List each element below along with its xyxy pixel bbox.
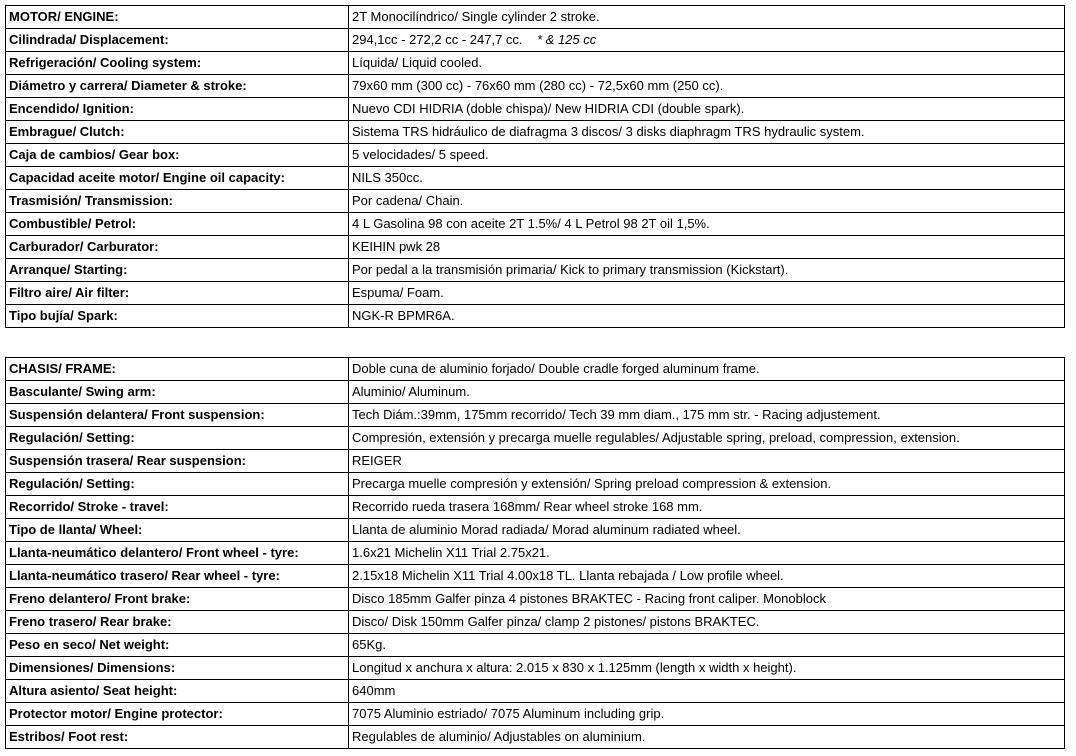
frame-spec-value xyxy=(349,381,1065,404)
engine-spec-value xyxy=(349,75,1065,98)
frame-spec-value xyxy=(349,473,1065,496)
engine-spec-value xyxy=(349,29,1065,52)
frame-spec-value-text: Longitud x anchura x altura: 2.015 x 830 x 1.125mm (length x width x height). xyxy=(352,660,797,675)
frame-spec-value-text: 2.15x18 Michelin X11 Trial 4.00x18 TL. Llanta rebajada / Low profile wheel. xyxy=(352,568,784,583)
engine-spec-value-text: Por cadena/ Chain. xyxy=(352,193,464,208)
frame-spec-row xyxy=(6,726,1065,749)
engine-spec-row xyxy=(6,121,1065,144)
frame-spec-label: Freno delantero/ Front brake: xyxy=(6,588,349,611)
engine-spec-value xyxy=(349,305,1065,328)
engine-spec-value-text: Por pedal a la transmisión primaria/ Kick to primary transmission (Kickstart). xyxy=(352,262,789,277)
engine-spec-row xyxy=(6,144,1065,167)
engine-spec-row xyxy=(6,6,1065,29)
frame-spec-value xyxy=(349,657,1065,680)
engine-spec-value xyxy=(349,213,1065,236)
frame-spec-value xyxy=(349,496,1065,519)
frame-spec-value-text: Regulables de aluminio/ Adjustables on aluminium. xyxy=(352,729,646,744)
engine-spec-value xyxy=(349,52,1065,75)
engine-spec-label: Trasmisión/ Transmission: xyxy=(6,190,349,213)
engine-spec-label: Refrigeración/ Cooling system: xyxy=(6,52,349,75)
frame-spec-value xyxy=(349,680,1065,703)
frame-spec-row xyxy=(6,634,1065,657)
engine-spec-row xyxy=(6,29,1065,52)
frame-spec-value xyxy=(349,611,1065,634)
engine-spec-row xyxy=(6,213,1065,236)
engine-spec-value-text: Espuma/ Foam. xyxy=(352,285,444,300)
frame-spec-value-text: Disco/ Disk 150mm Galfer pinza/ clamp 2 pistones/ pistons BRAKTEC. xyxy=(352,614,760,629)
frame-spec-value-text: Compresión, extensión y precarga muelle regulables/ Adjustable spring, preload, compression, extension. xyxy=(352,430,960,445)
frame-spec-value-text: 65Kg. xyxy=(352,637,386,652)
frame-spec-row xyxy=(6,519,1065,542)
engine-spec-row xyxy=(6,282,1065,305)
frame-spec-label: Regulación/ Setting: xyxy=(6,473,349,496)
engine-spec-label: Capacidad aceite motor/ Engine oil capacity: xyxy=(6,167,349,190)
engine-spec-value-text: NILS 350cc. xyxy=(352,170,423,185)
frame-spec-table xyxy=(5,357,1065,749)
engine-spec-value xyxy=(349,167,1065,190)
engine-spec-row xyxy=(6,75,1065,98)
frame-spec-value-text: Tech Diám.:39mm, 175mm recorrido/ Tech 39 mm diam., 175 mm str. - Racing adjustement. xyxy=(352,407,881,422)
frame-spec-label: Suspensión trasera/ Rear suspension: xyxy=(6,450,349,473)
frame-spec-label: Regulación/ Setting: xyxy=(6,427,349,450)
engine-spec-value xyxy=(349,144,1065,167)
frame-spec-value xyxy=(349,358,1065,381)
engine-spec-row xyxy=(6,52,1065,75)
engine-spec-value xyxy=(349,259,1065,282)
frame-spec-value-text: Disco 185mm Galfer pinza 4 pistones BRAKTEC - Racing front caliper. Monoblock xyxy=(352,591,826,606)
frame-spec-value xyxy=(349,634,1065,657)
engine-spec-value xyxy=(349,282,1065,305)
engine-spec-label: Carburador/ Carburator: xyxy=(6,236,349,259)
engine-spec-value-text: 4 L Gasolina 98 con aceite 2T 1.5%/ 4 L Petrol 98 2T oil 1,5%. xyxy=(352,216,710,231)
frame-spec-row xyxy=(6,542,1065,565)
engine-spec-value-text: Sistema TRS hidráulico de diafragma 3 discos/ 3 disks diaphragm TRS hydraulic system. xyxy=(352,124,865,139)
engine-spec-row xyxy=(6,167,1065,190)
frame-spec-value xyxy=(349,519,1065,542)
engine-spec-label: Filtro aire/ Air filter: xyxy=(6,282,349,305)
engine-spec-label: Encendido/ Ignition: xyxy=(6,98,349,121)
frame-spec-value xyxy=(349,542,1065,565)
engine-spec-value-text: KEIHIN pwk 28 xyxy=(352,239,441,254)
engine-spec-value xyxy=(349,6,1065,29)
engine-spec-value-text: Nuevo CDI HIDRIA (doble chispa)/ New HIDRIA CDI (double spark). xyxy=(352,101,745,116)
frame-spec-row xyxy=(6,588,1065,611)
frame-spec-value-text: Doble cuna de aluminio forjado/ Double cradle forged aluminum frame. xyxy=(352,361,760,376)
frame-spec-label: Suspensión delantera/ Front suspension: xyxy=(6,404,349,427)
engine-spec-row xyxy=(6,259,1065,282)
engine-spec-row xyxy=(6,98,1065,121)
engine-spec-value-text: Líquida/ Liquid cooled. xyxy=(352,55,483,70)
frame-spec-value-text: Precarga muelle compresión y extensión/ Spring preload compression & extension. xyxy=(352,476,832,491)
frame-spec-row xyxy=(6,703,1065,726)
engine-spec-value-text: 294,1cc - 272,2 cc - 247,7 cc. xyxy=(352,32,523,47)
engine-spec-value-text: 79x60 mm (300 cc) - 76x60 mm (280 cc) - 72,5x60 mm (250 cc). xyxy=(352,78,724,93)
frame-spec-value xyxy=(349,427,1065,450)
frame-spec-value-text: 7075 Aluminio estriado/ 7075 Aluminum including grip. xyxy=(352,706,665,721)
frame-spec-label: Peso en seco/ Net weight: xyxy=(6,634,349,657)
engine-spec-row xyxy=(6,190,1065,213)
frame-spec-row xyxy=(6,657,1065,680)
engine-spec-label: MOTOR/ ENGINE: xyxy=(6,6,349,29)
frame-spec-value xyxy=(349,588,1065,611)
engine-spec-label: Caja de cambios/ Gear box: xyxy=(6,144,349,167)
engine-spec-label: Combustible/ Petrol: xyxy=(6,213,349,236)
engine-spec-row xyxy=(6,236,1065,259)
frame-spec-row xyxy=(6,496,1065,519)
frame-spec-value-text: Aluminio/ Aluminum. xyxy=(352,384,470,399)
engine-spec-value-note: * & 125 cc xyxy=(537,32,597,47)
frame-spec-row xyxy=(6,404,1065,427)
engine-spec-table xyxy=(5,5,1065,328)
frame-spec-row xyxy=(6,358,1065,381)
engine-spec-value-text: 5 velocidades/ 5 speed. xyxy=(352,147,489,162)
frame-spec-label: Altura asiento/ Seat height: xyxy=(6,680,349,703)
engine-spec-label: Arranque/ Starting: xyxy=(6,259,349,282)
frame-spec-value-text: 1.6x21 Michelin X11 Trial 2.75x21. xyxy=(352,545,550,560)
frame-spec-row xyxy=(6,381,1065,404)
frame-spec-value-text: Llanta de aluminio Morad radiada/ Morad aluminum radiated wheel. xyxy=(352,522,741,537)
frame-spec-value-text: REIGER xyxy=(352,453,402,468)
engine-spec-label: Cilindrada/ Displacement: xyxy=(6,29,349,52)
frame-spec-label: CHASIS/ FRAME: xyxy=(6,358,349,381)
frame-spec-label: Protector motor/ Engine protector: xyxy=(6,703,349,726)
frame-spec-value-text: Recorrido rueda trasera 168mm/ Rear wheel stroke 168 mm. xyxy=(352,499,703,514)
frame-spec-label: Basculante/ Swing arm: xyxy=(6,381,349,404)
frame-spec-row xyxy=(6,427,1065,450)
frame-spec-row xyxy=(6,473,1065,496)
frame-spec-row xyxy=(6,450,1065,473)
frame-spec-label: Tipo de llanta/ Wheel: xyxy=(6,519,349,542)
frame-spec-value xyxy=(349,703,1065,726)
frame-spec-value xyxy=(349,726,1065,749)
frame-spec-value xyxy=(349,450,1065,473)
frame-spec-label: Dimensiones/ Dimensions: xyxy=(6,657,349,680)
engine-spec-value xyxy=(349,121,1065,144)
engine-spec-value xyxy=(349,236,1065,259)
frame-spec-label: Freno trasero/ Rear brake: xyxy=(6,611,349,634)
engine-spec-row xyxy=(6,305,1065,328)
frame-spec-label: Estribos/ Foot rest: xyxy=(6,726,349,749)
engine-spec-value-text: NGK-R BPMR6A. xyxy=(352,308,455,323)
frame-spec-value-text: 640mm xyxy=(352,683,396,698)
engine-spec-label: Embrague/ Clutch: xyxy=(6,121,349,144)
frame-spec-row xyxy=(6,565,1065,588)
engine-spec-label: Tipo bujía/ Spark: xyxy=(6,305,349,328)
frame-spec-label: Llanta-neumático delantero/ Front wheel - tyre: xyxy=(6,542,349,565)
frame-spec-label: Recorrido/ Stroke - travel: xyxy=(6,496,349,519)
engine-spec-value xyxy=(349,190,1065,213)
frame-spec-value xyxy=(349,565,1065,588)
frame-spec-value xyxy=(349,404,1065,427)
frame-spec-row xyxy=(6,680,1065,703)
engine-spec-label: Diámetro y carrera/ Diameter & stroke: xyxy=(6,75,349,98)
frame-spec-label: Llanta-neumático trasero/ Rear wheel - tyre: xyxy=(6,565,349,588)
engine-spec-value xyxy=(349,98,1065,121)
engine-spec-value-text: 2T Monocilíndrico/ Single cylinder 2 stroke. xyxy=(352,9,600,24)
frame-spec-row xyxy=(6,611,1065,634)
